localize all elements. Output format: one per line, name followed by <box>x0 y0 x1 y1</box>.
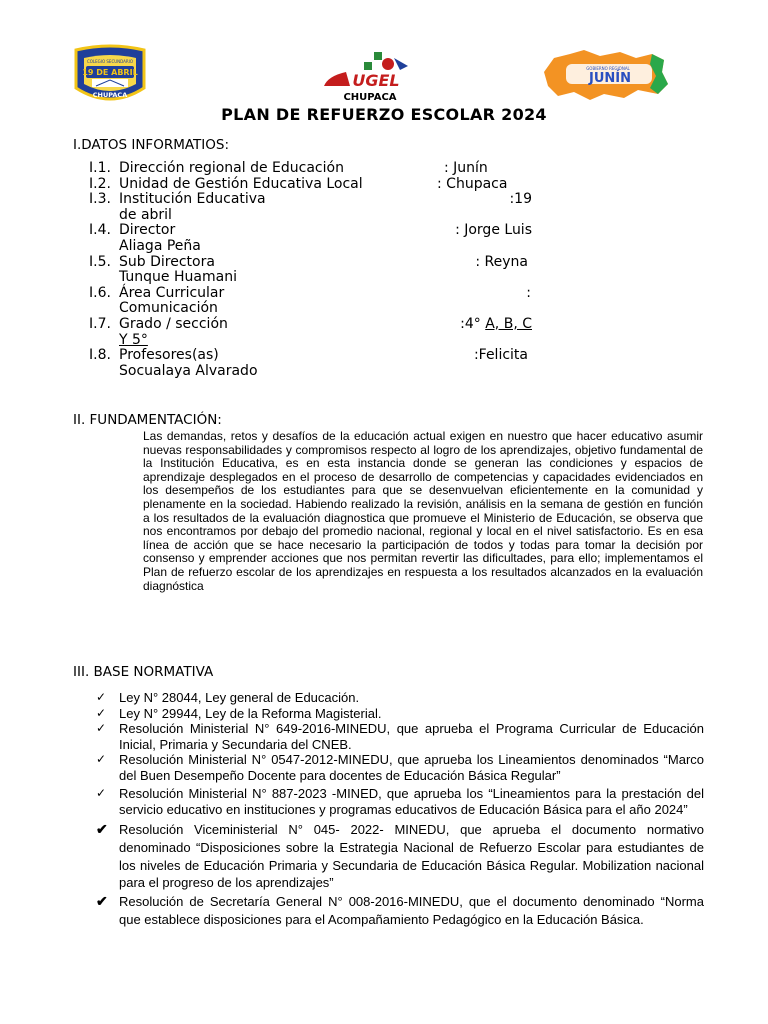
checkmark-icon: ✓ <box>96 690 107 704</box>
list-item-text: Ley N° 29944, Ley de la Reforma Magisterial. <box>119 705 382 721</box>
list-item-text: Resolución de Secretaría General N° 008-2016-MINEDU, que el documento denominado “Norma que establece disposiciones para el Acompañamiento Pedagógico en la Educación Básica. <box>119 894 704 927</box>
section-heading-datos: I.DATOS INFORMATIOS: <box>73 137 230 153</box>
item-number: I.5. <box>89 253 111 270</box>
list-item <box>96 721 704 752</box>
item-value: : Chupaca <box>437 175 508 192</box>
section-heading-fundamentacion: II. FUNDAMENTACIÓN: <box>73 412 222 428</box>
item-number: I.1. <box>89 160 111 176</box>
checkmark-icon: ✓ <box>96 705 107 720</box>
item-number: I.6. <box>89 284 111 301</box>
list-item <box>96 821 704 892</box>
document-title: PLAN DE REFUERZO ESCOLAR 2024 <box>221 105 547 124</box>
junin-region-logo <box>540 48 670 102</box>
list-item <box>96 893 704 929</box>
list-item <box>89 286 539 317</box>
item-continuation: Y 5° <box>119 331 148 348</box>
school-crest-logo <box>72 44 148 104</box>
list-item-text: Resolución Ministerial N° 887-2023 -MINED, que aprueba los “Lineamientos para la prestación del servicio educativo en instituciones y programas educativos de Educación Básica para el año 2024” <box>119 786 704 817</box>
item-continuation: Tunque Huamani <box>119 269 237 286</box>
list-item <box>89 192 539 223</box>
list-item <box>89 223 539 254</box>
item-continuation: Aliaga Peña <box>119 237 201 254</box>
item-label: Institución Educativa <box>119 191 266 208</box>
list-item-text: Resolución Ministerial N° 649-2016-MINEDU, que aprueba el Programa Curricular de Educación Inicial, Primaria y Secundaria del CNEB. <box>119 721 704 752</box>
svg-text:CHUPACA: CHUPACA <box>92 91 128 99</box>
svg-text:COLEGIO SECUNDARIO: COLEGIO SECUNDARIO <box>86 59 134 64</box>
svg-text:UGEL: UGEL <box>352 71 400 90</box>
ugel-logo <box>320 50 420 102</box>
checkmark-icon: ✓ <box>96 786 107 800</box>
list-item <box>96 752 704 783</box>
item-value: :19 <box>509 191 532 208</box>
list-item <box>96 786 704 817</box>
item-value: : Jorge Luis <box>455 222 532 239</box>
item-number: I.3. <box>89 191 111 208</box>
item-value: : <box>526 284 531 301</box>
list-item <box>89 317 539 348</box>
section-heading-base-normativa: III. BASE NORMATIVA <box>73 664 214 680</box>
item-value: : Junín <box>444 160 488 176</box>
svg-text:CHUPACA: CHUPACA <box>343 92 397 102</box>
item-continuation: Socualaya Alvarado <box>119 362 258 379</box>
item-number: I.8. <box>89 347 111 364</box>
item-value: :Felicita <box>473 347 528 364</box>
list-item-text: Resolución Viceministerial N° 045- 2022- MINEDU, que aprueba el documento normativo denominado “Disposiciones sobre la Estrategia Nacional de Refuerzo Escolar para estudiantes de los niveles de Educación Primaria y Secundaria de Educación Básica Regular. Mobilization nacional para el progreso de los aprendizajes” <box>119 822 704 891</box>
item-continuation: de abril <box>119 206 172 223</box>
list-item <box>89 255 539 286</box>
base-normativa-list <box>96 690 704 929</box>
checkmark-icon: ✓ <box>96 752 107 766</box>
svg-text:19 DE ABRIL: 19 DE ABRIL <box>82 68 138 77</box>
item-label: Dirección regional de Educación <box>119 160 344 176</box>
list-item <box>89 161 539 177</box>
item-value: :4° <box>460 315 481 332</box>
list-item <box>89 348 539 379</box>
item-continuation: Comunicación <box>119 300 218 317</box>
checkmark-icon: ✓ <box>96 721 107 735</box>
item-value-underlined: A, B, C <box>485 315 532 332</box>
item-number: I.4. <box>89 222 111 239</box>
item-number: I.2. <box>89 175 111 192</box>
list-item-text: Ley N° 28044, Ley general de Educación. <box>119 690 360 705</box>
item-number: I.7. <box>89 315 111 332</box>
item-label: Sub Directora <box>119 253 215 270</box>
list-item <box>96 706 704 722</box>
checkmark-icon: ✔ <box>96 893 108 910</box>
item-label: Director <box>119 222 176 239</box>
item-label: Área Curricular <box>119 284 225 301</box>
svg-text:JUNÍN: JUNÍN <box>589 71 631 86</box>
list-item <box>96 690 704 706</box>
item-value: : Reyna <box>475 253 528 270</box>
svg-text:GOBIERNO REGIONAL: GOBIERNO REGIONAL <box>586 66 630 71</box>
item-label: Grado / sección <box>119 315 228 332</box>
list-item <box>89 177 539 193</box>
list-item-text: Resolución Ministerial N° 0547-2012-MINEDU, que aprueba los Lineamientos denominados “Marco del Buen Desempeño Docente para docentes de Educación Básica Regular” <box>119 752 704 783</box>
item-label: Profesores(as) <box>119 347 219 364</box>
fundamentacion-paragraph: Las demandas, retos y desafíos de la educación actual exigen en nuestro que hacer educativo asumir nuevas responsabilidades y compromisos respecto al logro de los aprendizajes, objetivo fundamental de la Institución Educativa, es en esta instancia donde se generan las condiciones y espacios de aprendizaje desplegados en el proceso de desarrollo de competencias y capacidades evidenciados en los desempeños de los estudiantes para que se desenvuelvan eficientemente en la comunidad y plenamente en la sociedad. Habiendo realizado la revisión, análisis en la semana de gestión en función a los resultados de la evaluación diagnostica que promueve el Ministerio de Educación, se observa que nos encontramos por debajo del promedio nacional, regional y local en el nivel satisfactorio. Es en esa línea de acción que se hace necesario la participación de todos y todas para tomar la decisión por consenso y emprender acciones que nos permitan revertir las dificultades, para ello; implementamos el Plan de refuerzo escolar de los aprendizajes en respuesta a los resultados alcanzados en la evaluación diagnóstica <box>143 429 703 593</box>
datos-list <box>89 161 539 379</box>
item-label: Unidad de Gestión Educativa Local <box>119 175 363 192</box>
checkmark-icon: ✔ <box>96 821 108 837</box>
